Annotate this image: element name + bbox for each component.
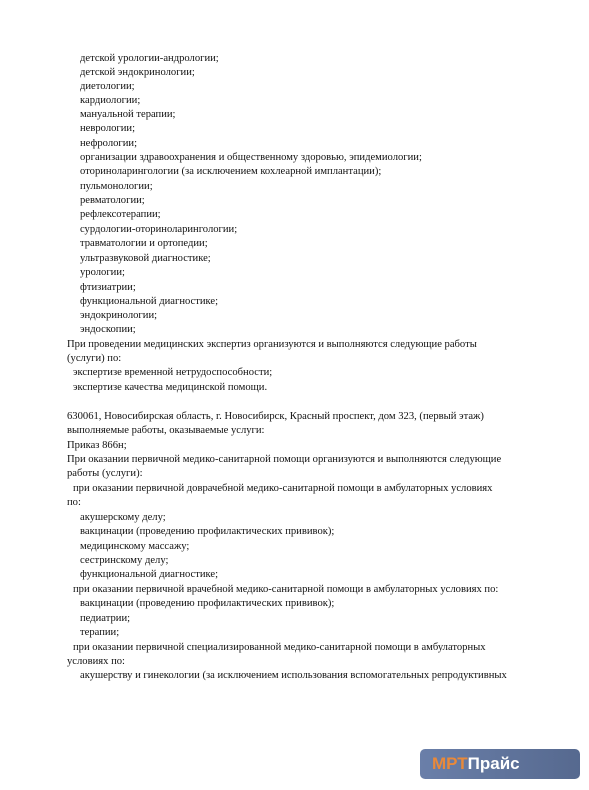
text-line: медицинскому массажу; <box>80 541 190 552</box>
text-line: При проведении медицинских экспертиз организуются и выполняются следующие работы <box>67 339 477 350</box>
watermark-part-1: МРТ <box>432 754 468 773</box>
text-line: при оказании первичной врачебной медико-санитарной помощи в амбулаторных условиях по: <box>73 584 499 595</box>
text-line: сурдологии-оториноларингологии; <box>80 224 238 235</box>
text-line: детской урологии-андрологии; <box>80 53 219 64</box>
text-line: вакцинации (проведению профилактических прививок); <box>80 526 335 537</box>
text-line: пульмонологии; <box>80 181 153 192</box>
text-line: (услуги) по: <box>67 353 122 364</box>
mrtprice-watermark-logo <box>420 749 580 779</box>
text-line: детской эндокринологии; <box>80 67 195 78</box>
text-line: фтизиатрии; <box>80 282 136 293</box>
text-line: диетологии; <box>80 81 135 92</box>
text-line: ультразвуковой диагностике; <box>80 253 211 264</box>
text-line: рефлексотерапии; <box>80 209 161 220</box>
text-line: ревматологии; <box>80 195 145 206</box>
text-line: акушерству и гинекологии (за исключением использования вспомогательных репродуктивных <box>80 670 507 681</box>
text-line: кардиологии; <box>80 95 141 106</box>
text-line: педиатрии; <box>80 613 131 624</box>
text-line: мануальной терапии; <box>80 109 176 120</box>
text-line: экспертизе качества медицинской помощи. <box>73 382 268 393</box>
text-line: эндокринологии; <box>80 310 158 321</box>
text-line: выполняемые работы, оказываемые услуги: <box>67 425 265 436</box>
text-line: 630061, Новосибирская область, г. Новосибирск, Красный проспект, дом 323, (первый этаж) <box>67 411 484 422</box>
text-line: экспертизе временной нетрудоспособности; <box>73 367 273 378</box>
text-line: организации здравоохранения и общественному здоровью, эпидемиологии; <box>80 152 422 163</box>
text-line: сестринскому делу; <box>80 555 169 566</box>
text-line: при оказании первичной доврачебной медико-санитарной помощи в амбулаторных условиях <box>73 483 493 494</box>
text-line: терапии; <box>80 627 120 638</box>
text-line: функциональной диагностике; <box>80 296 219 307</box>
text-line: по: <box>67 497 81 508</box>
text-line: эндоскопии; <box>80 324 136 335</box>
text-line: при оказании первичной специализированной медико-санитарной помощи в амбулаторных <box>73 642 486 653</box>
text-line: вакцинации (проведению профилактических прививок); <box>80 598 335 609</box>
text-line: При оказании первичной медико-санитарной помощи организуются и выполняются следующие <box>67 454 502 465</box>
text-line: травматологии и ортопедии; <box>80 238 208 249</box>
text-line: Приказ 866н; <box>67 440 127 451</box>
text-line: функциональной диагностике; <box>80 569 219 580</box>
text-line: работы (услуги): <box>67 468 143 479</box>
text-line: неврологии; <box>80 123 136 134</box>
watermark-part-2: Прайс <box>467 754 520 773</box>
text-line: акушерскому делу; <box>80 512 166 523</box>
text-line: условиях по: <box>67 656 125 667</box>
text-line: урологии; <box>80 267 125 278</box>
text-line: оториноларингологии (за исключением кохлеарной имплантации); <box>80 166 382 177</box>
text-line: нефрологии; <box>80 138 138 149</box>
